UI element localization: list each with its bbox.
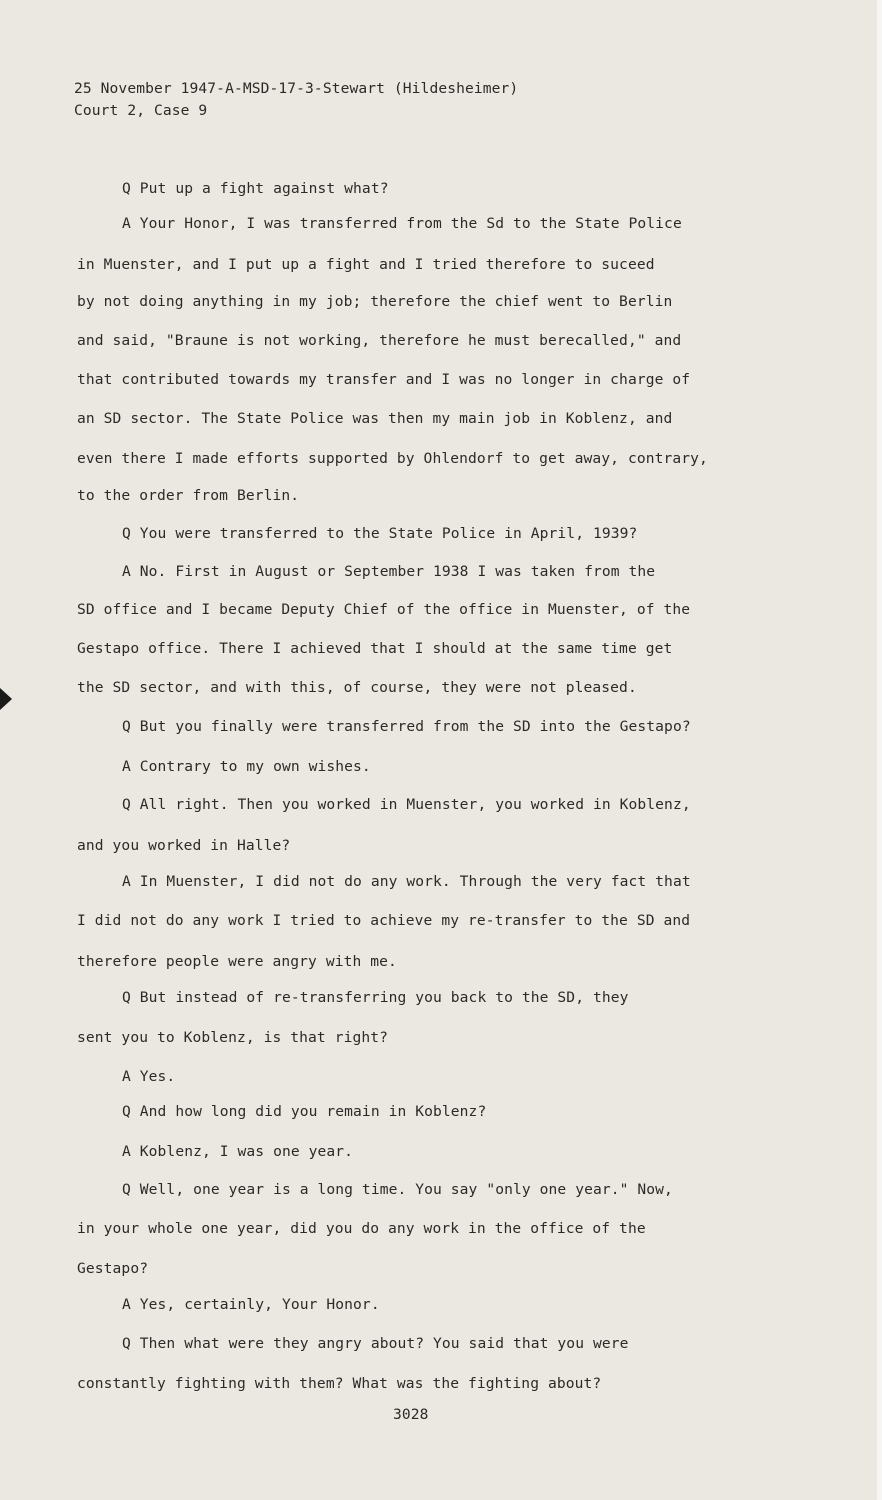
transcript-line: and you worked in Halle? xyxy=(77,837,291,854)
transcript-line: A No. First in August or September 1938 I was taken from the xyxy=(122,563,656,580)
transcript-line: by not doing anything in my job; therefore the chief went to Berlin xyxy=(77,293,673,310)
transcript-line: sent you to Koblenz, is that right? xyxy=(77,1029,389,1046)
transcript-line: A Yes, certainly, Your Honor. xyxy=(122,1296,380,1313)
transcript-line: and said, "Braune is not working, therefore he must berecalled," and xyxy=(77,332,682,349)
transcript-line: A Contrary to my own wishes. xyxy=(122,758,371,775)
transcript-line: an SD sector. The State Police was then my main job in Koblenz, and xyxy=(77,410,673,427)
transcript-line: Q And how long did you remain in Koblenz? xyxy=(122,1103,487,1120)
document-header xyxy=(74,78,518,122)
transcript-line: Q Put up a fight against what? xyxy=(122,180,389,197)
transcript-line: A In Muenster, I did not do any work. Through the very fact that xyxy=(122,873,691,890)
page-edge xyxy=(877,0,882,1500)
transcript-line: therefore people were angry with me. xyxy=(77,953,397,970)
transcript-line: even there I made efforts supported by Ohlendorf to get away, contrary, xyxy=(77,450,708,467)
transcript-line: Q You were transferred to the State Police in April, 1939? xyxy=(122,525,638,542)
transcript-line: Q Then what were they angry about? You said that you were xyxy=(122,1335,629,1352)
transcript-line: to the order from Berlin. xyxy=(77,487,300,504)
transcript-line: A Your Honor, I was transferred from the Sd to the State Police xyxy=(122,215,682,232)
transcript-line: Q All right. Then you worked in Muenster, you worked in Koblenz, xyxy=(122,796,691,813)
transcript-line: SD office and I became Deputy Chief of the office in Muenster, of the xyxy=(77,601,691,618)
transcript-line: Gestapo? xyxy=(77,1260,149,1277)
header-court-line: Court 2, Case 9 xyxy=(74,102,208,119)
page-number: 3028 xyxy=(393,1406,429,1423)
header-date-line: 25 November 1947-A-MSD-17-3-Stewart (Hildesheimer) xyxy=(74,80,519,97)
transcript-line: I did not do any work I tried to achieve my re-transfer to the SD and xyxy=(77,912,691,929)
margin-arrow-marker xyxy=(0,688,12,710)
transcript-line: in your whole one year, did you do any work in the office of the xyxy=(77,1220,646,1237)
transcript-line: the SD sector, and with this, of course, they were not pleased. xyxy=(77,679,637,696)
transcript-line: Q But instead of re-transferring you back to the SD, they xyxy=(122,989,629,1006)
transcript-line: A Yes. xyxy=(122,1068,176,1085)
transcript-line: that contributed towards my transfer and I was no longer in charge of xyxy=(77,371,691,388)
transcript-line: A Koblenz, I was one year. xyxy=(122,1143,354,1160)
transcript-line: constantly fighting with them? What was the fighting about? xyxy=(77,1375,602,1392)
transcript-line: Gestapo office. There I achieved that I should at the same time get xyxy=(77,640,673,657)
transcript-line: Q Well, one year is a long time. You say "only one year." Now, xyxy=(122,1181,673,1198)
transcript-line: in Muenster, and I put up a fight and I tried therefore to suceed xyxy=(77,256,655,273)
transcript-line: Q But you finally were transferred from the SD into the Gestapo? xyxy=(122,718,691,735)
